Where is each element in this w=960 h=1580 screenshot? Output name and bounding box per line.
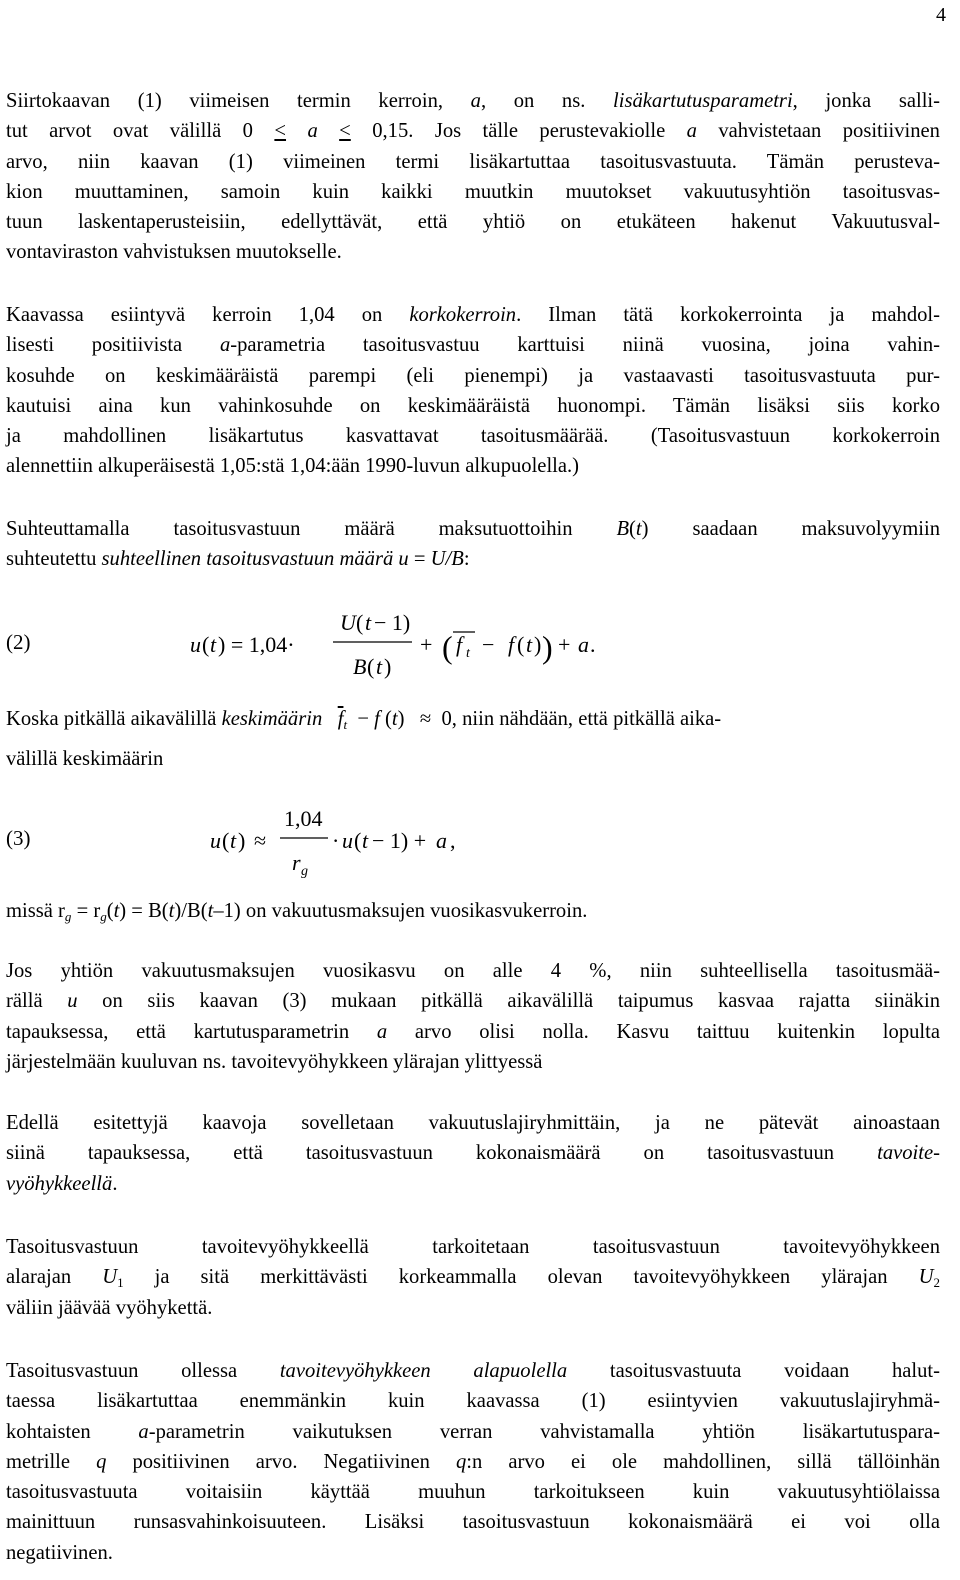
equation-number-2: (2) bbox=[6, 630, 31, 654]
page-number: 4 bbox=[936, 4, 946, 26]
text-line: tuun laskentaperusteisiin, edellyttävät, että yhtiö on etukäteen hakenut Vakuutusval- bbox=[6, 211, 940, 234]
equation-number-3: (3) bbox=[6, 826, 31, 850]
svg-text:r: r bbox=[292, 850, 301, 875]
svg-text:g: g bbox=[301, 864, 308, 879]
text-line: suhteutettu suhteellinen tasoitusvastuun määrä u = U/B: bbox=[6, 548, 470, 571]
svg-text:U: U bbox=[340, 610, 356, 635]
svg-text:(: ( bbox=[202, 632, 210, 657]
svg-text:(: ( bbox=[517, 632, 525, 657]
text-line: siinä tapauksessa, että tasoitusvastuun kokonaismäärä on tasoitusvastuun tavoite- bbox=[6, 1142, 940, 1165]
paragraph-vuosikasvukerroin bbox=[6, 896, 940, 926]
svg-text:·: · bbox=[332, 828, 340, 853]
svg-text:(: ( bbox=[354, 828, 362, 853]
text-line: alennettiin alkuperäisestä 1,05:stä 1,04:ään 1990-luvun alkupuolella.) bbox=[6, 455, 580, 478]
text-line: Edellä esitettyjä kaavoja sovelletaan vakuutuslajiryhmittäin, ja ne pätevät ainoastaan bbox=[6, 1112, 940, 1134]
text-line: kion muuttaminen, samoin kuin kaikki muutkin muutokset vakuutusyhtiön tasoitusvas- bbox=[6, 180, 940, 203]
text-line: rällä u on siis kaavan (3) mukaan pitkällä aikavälillä taipumus kasvaa rajatta siinäkin bbox=[6, 990, 940, 1013]
svg-text:,: , bbox=[450, 828, 456, 853]
svg-text:t: t bbox=[230, 828, 237, 853]
paragraph-tavoitevyohyke bbox=[6, 1232, 940, 1323]
text-line: alarajan $U_1$ ja sitä merkittävästi korkeammalla olevan tavoitevyöhykkeen ylärajan $U_2$ bbox=[6, 1266, 941, 1291]
text-line: järjestelmään kuuluvan ns. tavoitevyöhykkeen ylärajan ylittyessä bbox=[6, 1050, 543, 1073]
paragraph-korkokerroin bbox=[6, 300, 940, 482]
text-line: lisesti positiivista a-parametria tasoitusvastuu karttuisi niinä vuosina, joina vahin- bbox=[6, 334, 940, 357]
svg-text:): ) bbox=[542, 629, 553, 665]
text-line: tapauksessa, että kartutusparametrin a arvo olisi nolla. Kasvu taittuu kuitenkin lopulta bbox=[6, 1020, 940, 1043]
paragraph-vuosikasvu bbox=[6, 956, 940, 1077]
svg-text:−: − bbox=[482, 632, 495, 657]
svg-text:): ) bbox=[238, 828, 246, 853]
paragraph-suhteellinen-maara bbox=[6, 514, 940, 575]
svg-text:t: t bbox=[210, 632, 217, 657]
text-line: välillä keskimäärin bbox=[6, 748, 164, 771]
svg-text:(: ( bbox=[442, 629, 453, 665]
svg-text:≈: ≈ bbox=[254, 828, 267, 853]
text-line: kohtaisten a-parametrin vaikutuksen verran vahvistamalla yhtiön lisäkartutuspara- bbox=[6, 1420, 940, 1443]
svg-text:): ) bbox=[384, 654, 392, 679]
svg-text:+: + bbox=[420, 632, 433, 657]
equation-3 bbox=[210, 798, 490, 888]
svg-text:) = 1,04·: ) = 1,04· bbox=[218, 632, 295, 657]
svg-text:(: ( bbox=[367, 654, 375, 679]
text-line: tut arvot ovat välillä 0 < a < 0,15. Jos tälle perustevakiolle a vahvistetaan positiivinen bbox=[6, 120, 940, 143]
svg-text:u: u bbox=[342, 828, 353, 853]
svg-text:t: t bbox=[365, 610, 372, 635]
text-line: arvo, niin kaavan (1) viimeinen termi lisäkartuttaa tasoitusvastuuta. Tämän perusteva- bbox=[6, 150, 940, 173]
svg-text:f: f bbox=[508, 632, 515, 657]
svg-text:t: t bbox=[376, 654, 383, 679]
svg-text:a: a bbox=[436, 828, 447, 853]
svg-text:u: u bbox=[210, 828, 221, 853]
text-line: metrille q positiivinen arvo. Negatiivinen q:n arvo ei ole mahdollinen, sillä tällöinhän bbox=[6, 1450, 941, 1473]
paragraph-alapuolella bbox=[6, 1356, 940, 1568]
svg-text:− 1) +: − 1) + bbox=[372, 828, 427, 853]
svg-text:f: f bbox=[456, 632, 463, 657]
svg-text:t: t bbox=[526, 632, 533, 657]
svg-text:− 1): − 1) bbox=[374, 610, 411, 635]
svg-text:B: B bbox=[353, 654, 367, 679]
svg-text:(: ( bbox=[222, 828, 230, 853]
text-line: kosuhde on keskimääräistä parempi (eli pienempi) ja vastaavasti tasoitusvastuuta pur- bbox=[6, 364, 940, 387]
svg-text:(: ( bbox=[356, 610, 364, 635]
text-line: väliin jäävää vyöhykettä. bbox=[6, 1296, 213, 1319]
paragraph-lisakartutusparametri bbox=[6, 86, 940, 268]
svg-text:t: t bbox=[466, 646, 470, 661]
equation-2 bbox=[190, 600, 630, 690]
svg-text:): ) bbox=[534, 632, 542, 657]
text-line: Tasoitusvastuun tavoitevyöhykkeellä tarkoitetaan tasoitusvastuun tavoitevyöhykkeen bbox=[6, 1236, 940, 1258]
text-line: taessa lisäkartuttaa enemmänkin kuin kaavassa (1) esiintyvien vakuutuslajiryhmä- bbox=[6, 1390, 940, 1413]
paragraph-vakuutuslajiryhmat bbox=[6, 1108, 940, 1199]
text-line: mainittuun runsasvahinkoisuuteen. Lisäksi tasoitusvastuun kokonaismäärä ei voi olla bbox=[6, 1511, 940, 1534]
text-line: Jos yhtiön vakuutusmaksujen vuosikasvu on alle 4 %, niin suhteellisella tasoitusmää- bbox=[6, 960, 940, 982]
text-line: Suhteuttamalla tasoitusvastuun määrä maksutuottoihin B(t) saadaan maksuvolyymiin bbox=[6, 518, 940, 540]
svg-text:t: t bbox=[362, 828, 369, 853]
text-line: ja mahdollinen lisäkartutus kasvattavat tasoitusmäärää. (Tasoitusvastuun korkokerroin bbox=[6, 425, 940, 448]
paragraph-pitka-aikavali bbox=[6, 704, 940, 775]
text-line: vyöhykkeellä. bbox=[6, 1172, 118, 1195]
svg-text:a: a bbox=[578, 632, 589, 657]
text-line: missä $r_g = r_g(t) = B(t)/B(t-1)$ on vakuutusmaksujen vuosikasvukerroin. bbox=[6, 900, 588, 924]
svg-text:+: + bbox=[558, 632, 571, 657]
text-line: Siirtokaavan (1) viimeisen termin kerroin, a, on ns. lisäkartutusparametri, jonka salli- bbox=[6, 90, 940, 112]
text-line: tasoitusvastuuta voitaisiin käyttää muuhun tarkoitukseen kuin vakuutusyhtiölaissa bbox=[6, 1481, 940, 1504]
text-line: vontaviraston vahvistuksen muutokselle. bbox=[6, 241, 342, 264]
svg-text:.: . bbox=[590, 632, 596, 657]
svg-text:1,04: 1,04 bbox=[284, 806, 323, 831]
text-line: kautuisi aina kun vahinkosuhde on keskimääräistä huonompi. Tämän lisäksi siis korko bbox=[6, 394, 940, 417]
text-line: negatiivinen. bbox=[6, 1541, 113, 1564]
text-line: Kaavassa esiintyvä kerroin 1,04 on korkokerroin. Ilman tätä korkokerrointa ja mahdol- bbox=[6, 304, 940, 326]
text-line: Tasoitusvastuun ollessa tavoitevyöhykkeen alapuolella tasoitusvastuuta voidaan halut- bbox=[6, 1360, 941, 1382]
text-line: Koska pitkällä aikavälillä keskimäärin $\overline{f}_t - f$ (t) ≈ 0, niin nähdään, että pitkällä aika- bbox=[6, 708, 722, 732]
svg-text:u: u bbox=[190, 632, 201, 657]
